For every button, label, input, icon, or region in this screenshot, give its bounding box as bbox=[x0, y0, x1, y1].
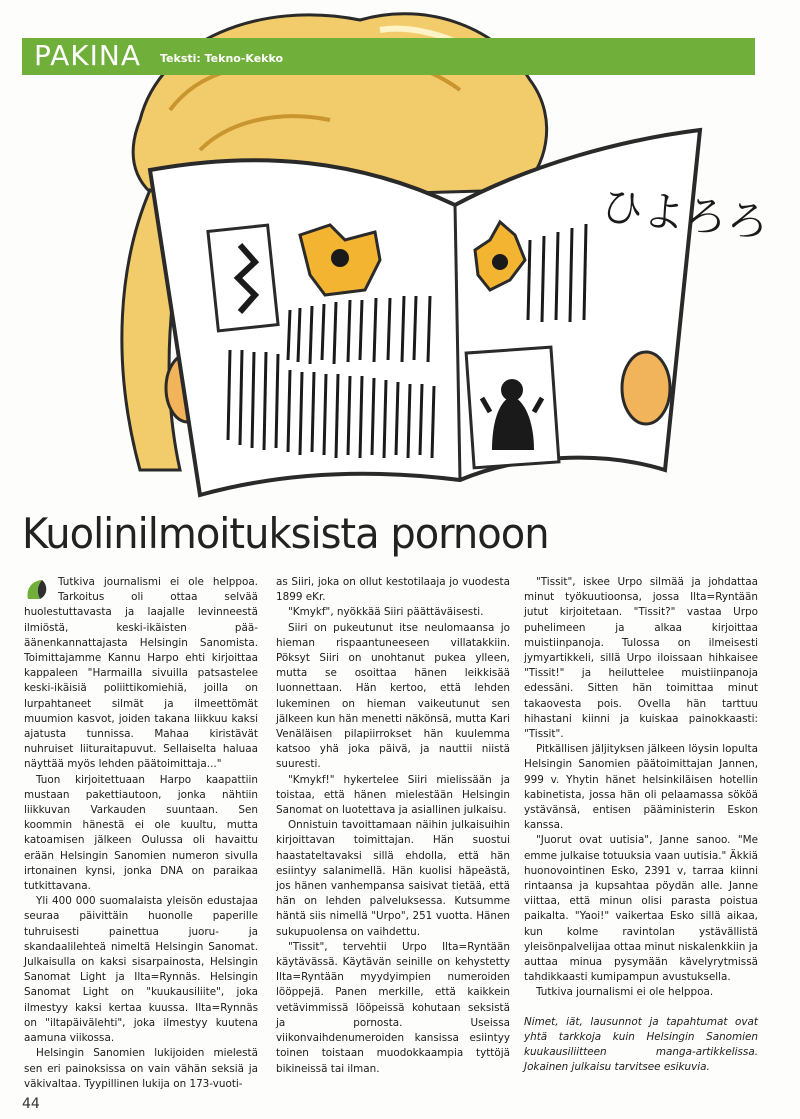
article-column-2 bbox=[276, 575, 510, 1077]
disclaimer-footnote: Nimet, iät, lausunnot ja tapahtumat ovat yhtä tarkkoja kuin Helsingin Sanomien kuukausiliitteen manga-artikkelissa. Jokainen julkaisu tarvitsee esikuvia. bbox=[524, 1015, 758, 1074]
paragraph: Siiri on pukeutunut itse neulomaansa jo hieman rispaantuneeseen villatakkiin. Pöksyt Siiri on unohtanut pukea ylleen, mutta se osoittaa hänen leikkisää luonnettaan. Hän kertoo, että lehden lukeminen on hieman vaikeutunut sen jälkeen kun hän menetti näkönsä, mutta Kari Venäläisen pilapiirrokset hän kuulemma katsoo yhä joka päivä, ja nauttii niistä suuresti. bbox=[276, 621, 510, 771]
article-column-3 bbox=[524, 575, 758, 1076]
green-bullet-icon bbox=[24, 577, 50, 603]
paragraph: Helsingin Sanomien lukijoiden mielestä sen eri painoksissa on vain vähän seksiä ja väkivaltaa. Tyypillinen lukija on 173-vuoti- bbox=[24, 1047, 258, 1090]
paragraph: "Kmykf!" hykertelee Siiri mielissään ja toistaa, että hänen mielestään Helsingin Sanomat on luotettava ja asiallinen julkaisu. bbox=[276, 773, 510, 817]
paragraph: Onnistuin tavoittamaan näihin julkaisuihin kirjoittavan toimittajan. Hän suostui haastateltavaksi sillä ehdolla, että hän esiintyy salanimellä. Hän kuolisi häpeästä, jos hänen vanhempansa saisivat tietää, että hän on lehden palveluksessa. Kutsumme häntä siis nimellä "Urpo", 251 vuotta. Hänen sukupuolensa on vaihdettu. bbox=[276, 819, 510, 938]
paragraph: Tutkiva journalismi ei ole helppoa. bbox=[536, 986, 714, 999]
byline: Teksti: Tekno-Kekko bbox=[160, 52, 284, 65]
paragraph: "Tissit", iskee Urpo silmää ja johdattaa minut työkuutioonsa, jossa Ilta=Ryntään jutut kirjoitetaan. "Tissit?" vastaa Urpo puhelimeen ja alkaa kirjoittaa muistiinpanoja. Tulossa on ilmeisesti jymyartikkeli, sillä Urpo iloissaan hihkaisee "Tissit!" ja heiluttelee muistiinpanoja edessäni. Sitten hän toimittaa minut takaovesta pois. Ovella hän tarttuu hihastani kiinni ja kuiskaa painokkaasti: "Tissit". bbox=[524, 576, 758, 741]
paragraph: Yli 400 000 suomalaista yleisön edustajaa seuraa päivittäin huonolle paperille tuhruisesti painettua juoru- ja skandaalilehteä nimeltä Helsingin Sanomat. Julkaisulla on kaksi sisarpainosta, Helsingin Sanomat Light ja Ilta=Rynnäs. Helsingin Sanomat Light on "kuukausiliite", joka ilmestyy kaksi kertaa kuussa. Ilta=Rynnäs on "iltapäivälehti", joka ilmestyy kuutena aamuna viikossa. bbox=[24, 895, 258, 1045]
paragraph: "Kmykf", nyökkää Siiri päättäväisesti. bbox=[288, 606, 484, 619]
paragraph: "Juorut ovat uutisia", Janne sanoo. "Me emme julkaise totuuksia vaan uutisia." Äkkiä huonovointinen Esko, 2391 v, tarraa kiinni rintaansa ja kupsahtaa pöydän alle. Janne viittaa, että minun olisi parasta poistua paikalta. "Yaoi!" vaikertaa Esko sillä aikaa, kun kolme ravintolan ystävällistä yleisönpalvelijaa ottaa minut niskalenkkiin ja auttaa minua pysymään kävelyrytmissä tahdikkaasti kumipampun avustuksella. bbox=[524, 834, 758, 984]
paragraph: as Siiri, joka on ollut kestotilaaja jo vuodesta 1899 eKr. bbox=[276, 576, 510, 604]
paragraph: Tuon kirjoitettuaan Harpo kaapattiin mustaan pakettiautoon, jonka nähtiin liikkuvan Varkauden suuntaan. Sen koommin hänestä ei ole kuultu, mutta katoamisen jälkeen Oulussa oli havaittu erään Helsingin Sanomien numeron sivulla irtonainen kynsi, jonka DNA on paraikaa tutkittavana. bbox=[24, 773, 258, 893]
paragraph: "Tissit", tervehtii Urpo Ilta=Ryntään käytävässä. Käytävän seinille on kehystetty Ilta=Ryntään myydyimpien numeroiden lööppejä. Panen merkille, että kaikkein vetävimmissä lööpeissä kohutaan seksistä ja pornosta. Useissa viikonvaihdenumeroiden kansissa esiintyy toinen toistaan muodokkaampia tyttöjä bikineissä tai ilman. bbox=[276, 940, 510, 1075]
paragraph: Tutkiva journalismi ei ole helppoa. Tarkoitus oli ottaa selvää huolestuttavasta ja laajalle levinneestä ilmiöstä, keski-ikäisten pää-äänenkannattajasta Helsingin Sanomista. Toimittajamme Kannu Harpo ehti kirjoittaa kappaleen "Harmailla sivuilla patsastelee keski-ikäisiä poliittikomiehiä, joilla on lurpahtaneet silmät ja ilmeettömät muumion kasvot, joiden takana liikkuu kaksi ajatusta tunnissa. Mahaa kiristävät nuhruiset liituraitapuvut. Sellaiselta haluaa näyttää myös lehden päätoimittaja..." bbox=[24, 576, 258, 771]
article-title: Kuolinilmoituksista pornoon bbox=[22, 510, 549, 559]
article-column-1 bbox=[24, 575, 258, 1092]
newspaper-handwriting: ひよろろ bbox=[598, 181, 772, 248]
paragraph: Pitkällisen jäljityksen jälkeen löysin lopulta Helsingin Sanomien päätoimittajan Jannen, 999 v. Yhytin hänet helsinkiläisen hotellin kabinetista, jossa hän oli pelaamassa sököä ystävänsä, entisen pääministerin Eskon kanssa. bbox=[524, 743, 758, 832]
page-number: 44 bbox=[22, 1096, 40, 1112]
section-label: PAKINA bbox=[34, 39, 141, 72]
manga-character-reading-newspaper-illustration bbox=[0, 0, 800, 500]
